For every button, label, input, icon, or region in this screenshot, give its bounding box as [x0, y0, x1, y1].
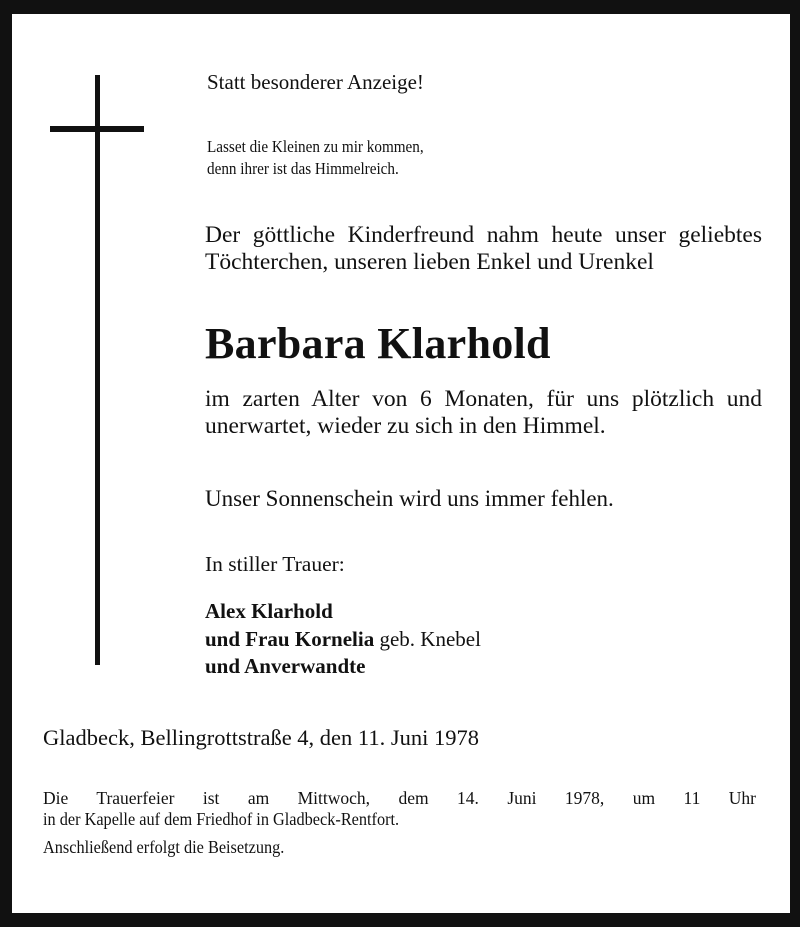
funeral-line-1: Die Trauerfeier ist am Mittwoch, dem 14. Juni 1978, um 11 Uhr	[43, 788, 756, 808]
cross-icon	[95, 75, 100, 665]
signatory-1-name: Alex Klarhold	[205, 599, 333, 623]
place-date: Gladbeck, Bellingrottstraße 4, den 11. Juni 1978	[43, 725, 479, 750]
body-paragraph: im zarten Alter von 6 Monaten, für uns plötzlich und unerwartet, wieder zu sich in den Himmel.	[205, 386, 762, 439]
signatory-2	[205, 627, 481, 652]
intro-paragraph: Der göttliche Kinderfreund nahm heute unser geliebtes Töchterchen, unseren lieben Enkel und Urenkel	[205, 222, 762, 275]
signatory-2-maiden: geb. Knebel	[374, 627, 481, 651]
funeral-line-3: Anschließend erfolgt die Beisetzung.	[43, 837, 285, 857]
signatory-1	[205, 599, 333, 624]
signatory-2-name: und Frau Kornelia	[205, 627, 375, 651]
notice-heading: Statt besonderer Anzeige!	[207, 70, 424, 94]
funeral-line-2: in der Kapelle auf dem Friedhof in Gladbeck-Rentfort.	[43, 809, 400, 829]
cross-icon-bar	[50, 126, 144, 132]
verse-line-2: denn ihrer ist das Himmelreich.	[207, 159, 399, 178]
deceased-name: Barbara Klarhold	[205, 319, 551, 368]
signatory-3	[205, 654, 365, 679]
sunshine-line: Unser Sonnenschein wird uns immer fehlen.	[205, 486, 614, 511]
signatory-3-name: und Anverwandte	[205, 654, 366, 678]
mourning-label: In stiller Trauer:	[205, 552, 345, 576]
verse-line-1: Lasset die Kleinen zu mir kommen,	[207, 137, 424, 156]
